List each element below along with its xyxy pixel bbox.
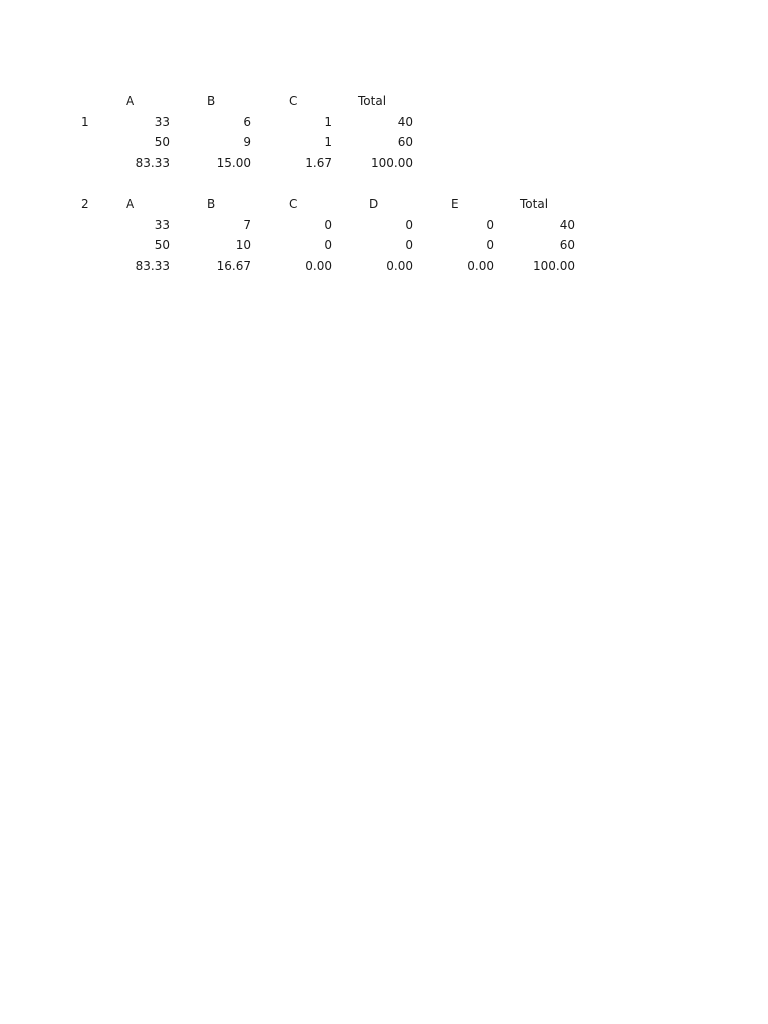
table-row bbox=[0, 153, 768, 174]
header-cell-a: A bbox=[126, 94, 135, 108]
table-row bbox=[0, 132, 768, 153]
header-cell-e: E bbox=[451, 197, 459, 211]
table-cell: 100.00 bbox=[371, 156, 413, 171]
header-cell-c: C bbox=[289, 197, 298, 211]
table-header-row bbox=[0, 91, 768, 112]
table-cell: 50 bbox=[154, 135, 170, 150]
table-2 bbox=[0, 194, 768, 277]
table-cell: 9 bbox=[243, 135, 251, 150]
table-cell: 0 bbox=[405, 238, 413, 253]
table-number-label: 1 bbox=[81, 114, 89, 129]
table-cell: 33 bbox=[154, 217, 170, 232]
table-cell: 83.33 bbox=[135, 259, 170, 274]
table-cell: 83.33 bbox=[135, 156, 170, 171]
table-cell: 100.00 bbox=[533, 259, 575, 274]
header-cell-a: A bbox=[126, 197, 135, 211]
table-cell: 60 bbox=[559, 238, 575, 253]
table-header-row bbox=[0, 194, 768, 215]
table-cell: 1 bbox=[324, 114, 332, 129]
table-cell: 0.00 bbox=[467, 259, 494, 274]
table-cell: 1.67 bbox=[305, 156, 332, 171]
table-cell: 0 bbox=[486, 217, 494, 232]
header-cell-total: Total bbox=[358, 94, 387, 108]
table-row bbox=[0, 256, 768, 277]
table-1 bbox=[0, 91, 768, 174]
table-cell: 10 bbox=[235, 238, 251, 253]
table-row bbox=[0, 235, 768, 256]
header-cell-b: B bbox=[207, 94, 216, 108]
table-cell: 0 bbox=[405, 217, 413, 232]
table-cell: 0 bbox=[324, 238, 332, 253]
table-cell: 0.00 bbox=[386, 259, 413, 274]
table-number-label: 2 bbox=[81, 197, 89, 211]
table-cell: 60 bbox=[397, 135, 413, 150]
table-cell: 0 bbox=[324, 217, 332, 232]
table-cell: 40 bbox=[397, 114, 413, 129]
table-cell: 16.67 bbox=[216, 259, 251, 274]
table-cell: 0 bbox=[486, 238, 494, 253]
header-cell-total: Total bbox=[520, 197, 549, 211]
table-cell: 33 bbox=[154, 114, 170, 129]
header-cell-b: B bbox=[207, 197, 216, 211]
table-row bbox=[0, 215, 768, 236]
header-cell-c: C bbox=[289, 94, 298, 108]
table-cell: 40 bbox=[559, 217, 575, 232]
table-cell: 50 bbox=[154, 238, 170, 253]
table-cell: 15.00 bbox=[216, 156, 251, 171]
table-cell: 6 bbox=[243, 114, 251, 129]
table-row bbox=[0, 112, 768, 133]
table-cell: 1 bbox=[324, 135, 332, 150]
table-cell: 0.00 bbox=[305, 259, 332, 274]
header-cell-d: D bbox=[369, 197, 379, 211]
table-cell: 7 bbox=[243, 217, 251, 232]
